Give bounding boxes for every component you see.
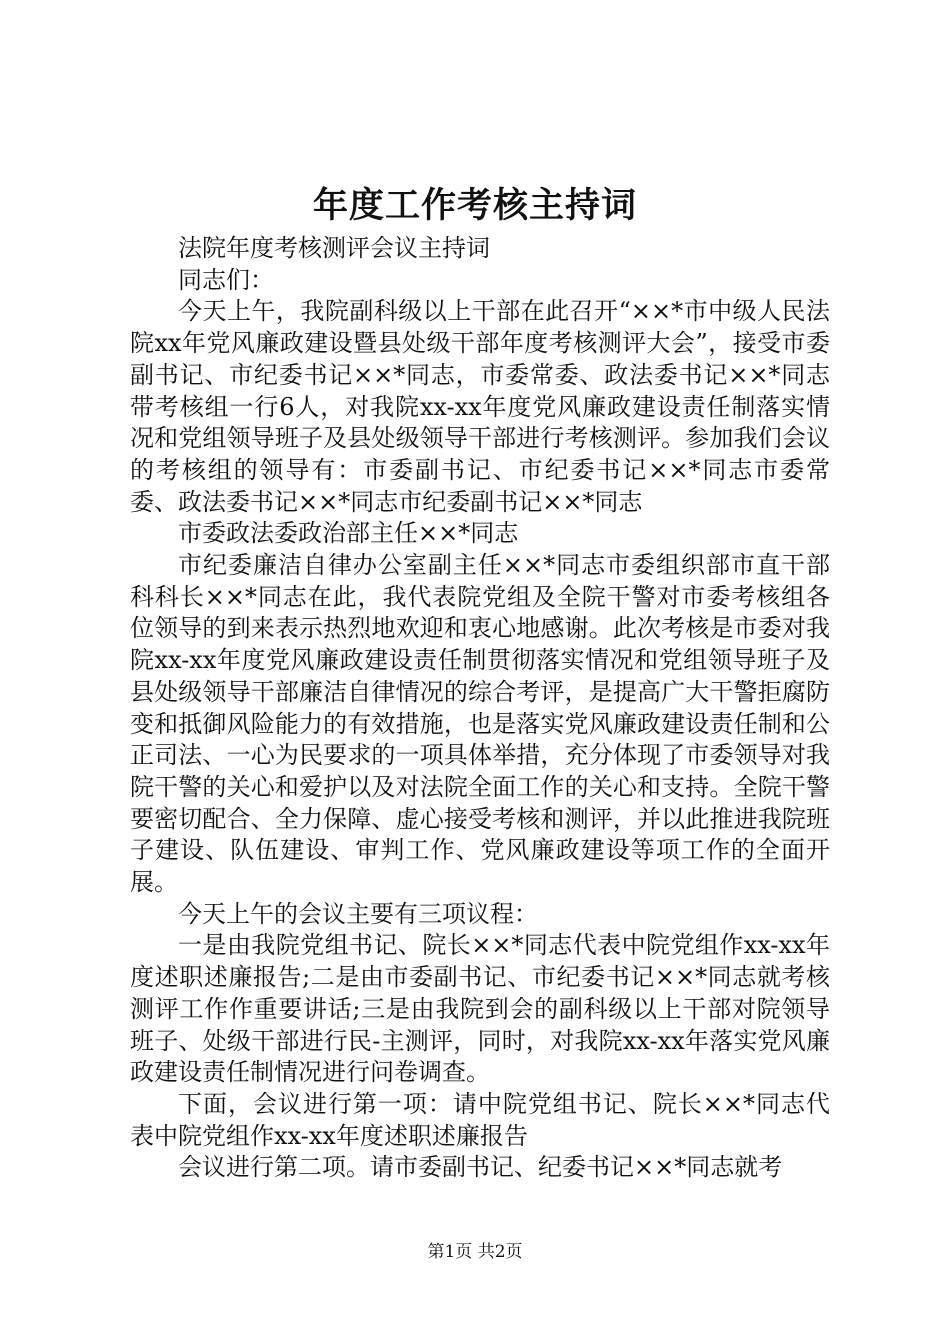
paragraph-subtitle: 法院年度考核测评会议主持词 — [178, 234, 490, 262]
paragraph-agenda-intro: 今天上午的会议主要有三项议程： — [178, 899, 538, 928]
paragraph-attendee: 市委政法委政治部主任××*同志 — [178, 519, 519, 548]
paragraph-greeting: 同志们： — [178, 265, 274, 294]
paragraph-item-one: 下面，会议进行第一项：请中院党组书记、院长××*同志代表中院党组作xx-xx年度述职述廉报告 — [130, 1089, 830, 1150]
paragraph-opening: 今天上午，我院副科级以上干部在此召开“××*市中级人民法院xx年党风廉政建设暨县处级干部年度考核测评大会”，接受市委副书记、市纪委书记××*同志，市委常委、政法委书记××*同志带考核组一行6人，对我院xx-xx年度党风廉政建设责任制落实情况和党组领导班子及县处级领导干部进行考核测评。参加我们会议的考核组的领导有：市委副书记、市纪委书记××*同志市委常委、政法委书记××*同志市纪委副书记××*同志 — [130, 297, 830, 516]
paragraph-item-two: 会议进行第二项。请市委副书记、纪委书记××*同志就考 — [178, 1153, 783, 1182]
document-title: 年度工作考核主持词 — [312, 185, 637, 226]
document-body — [130, 233, 830, 1184]
page-number: 第1页 共2页 — [427, 1242, 523, 1262]
paragraph-welcome: 市纪委廉洁自律办公室副主任××*同志市委组织部市直干部科科长××*同志在此，我代表院党组及全院干警对市委考核组各位领导的到来表示热烈地欢迎和衷心地感谢。此次考核是市委对我院xx-xx年度党风廉政建设责任制贯彻落实情况和党组领导班子及县处级领导干部廉洁自律情况的综合考评，是提高广大干警拒腐防变和抵御风险能力的有效措施，也是落实党风廉政建设责任制和公正司法、一心为民要求的一项具体举措，充分体现了市委领导对我院干警的关心和爱护以及对法院全面工作的关心和支持。全院干警要密切配合、全力保障、虚心接受考核和测评，并以此推进我院班子建设、队伍建设、审判工作、党风廉政建设等项工作的全面开展。 — [130, 551, 830, 897]
paragraph-agenda-items: 一是由我院党组书记、院长××*同志代表中院党组作xx-xx年度述职述廉报告;二是由市委副书记、市纪委书记××*同志就考核测评工作作重要讲话;三是由我院到会的副科级以上干部对院领导班子、处级干部进行民-主测评，同时，对我院xx-xx年落实党风廉政建设责任制情况进行问卷调查。 — [130, 931, 830, 1087]
